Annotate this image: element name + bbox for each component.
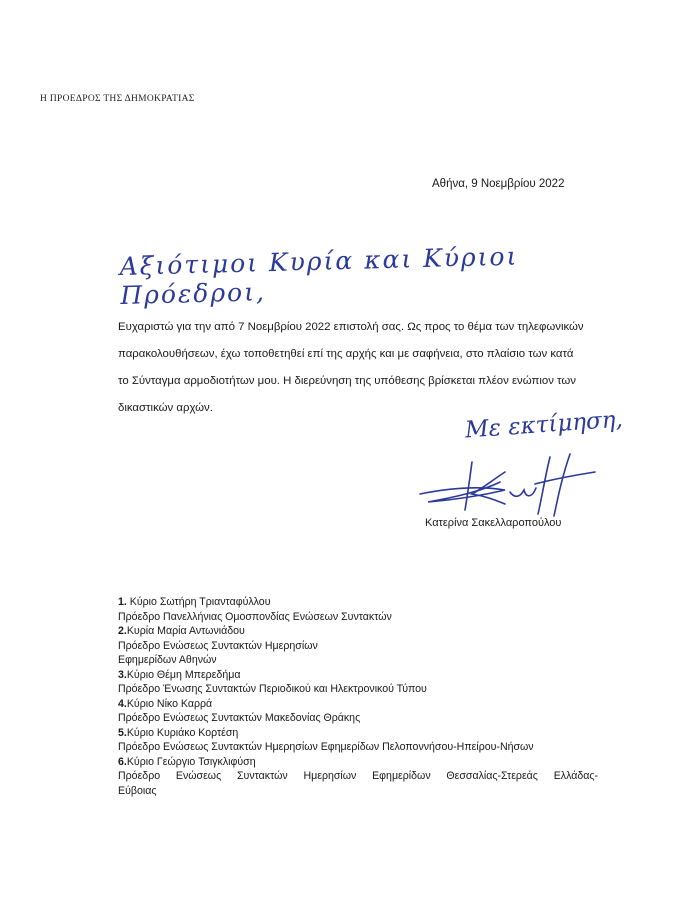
recipient-title: Πρόεδρο Ένωσης Συντακτών Περιοδικού και Ηλεκτρονικού Τύπου — [118, 683, 427, 695]
signature-image — [410, 452, 610, 522]
body-line: το Σύνταγμα αρμοδιοτήτων μου. Η διερεύνηση της υπόθεσης βρίσκεται πλέον ενώπιον των — [118, 375, 576, 387]
handwritten-salutation: Αξιότιμοι Κυρία και Κύριοι Πρόεδροι, — [119, 241, 519, 310]
recipient-name: 5.Κύριο Κυριάκο Κορτέση — [118, 726, 239, 739]
recipient-title: Πρόεδρο Ενώσεως Συντακτών Μακεδονίας Θράκης — [118, 712, 361, 724]
recipient-name: 4.Κύριο Νίκο Καρρά — [118, 697, 213, 710]
letter-date: Αθήνα, 9 Νοεμβρίου 2022 — [432, 178, 565, 190]
letterhead: Η ΠΡΟΕΔΡΟΣ ΤΗΣ ΔΗΜΟΚΡΑΤΙΑΣ — [40, 94, 195, 104]
recipient-name: 6.Κύριο Γεώργιο Τσιγκλιφύση — [118, 755, 256, 768]
recipient-name: 2.Κυρία Μαρία Αντωνιάδου — [118, 625, 245, 637]
recipient-title: Πρόεδρο Ενώσεως Συντακτών Ημερησίων Εφημερίδων Θεσσαλίας-Στερεάς Ελλάδας- — [118, 770, 598, 782]
body-line: δικαστικών αρχών. — [118, 402, 213, 414]
body-line: παρακολουθήσεων, έχω τοποθετηθεί επί της αρχής και με σαφήνεια, στο πλαίσιο των κατά — [118, 348, 574, 360]
recipient-title: Πρόεδρο Ενώσεως Συντακτών Ημερησίων — [118, 639, 318, 652]
recipients-list — [118, 595, 598, 798]
recipient-title: Εφημερίδων Αθηνών — [118, 654, 217, 666]
body-line: Ευχαριστώ για την από 7 Νοεμβρίου 2022 επιστολή σας. Ως προς το θέμα των τηλεφωνικών — [118, 321, 584, 333]
recipient-name: 1. Κύριο Σωτήρη Τριανταφύλλου — [118, 596, 271, 608]
recipient-title: Πρόεδρο Πανελλήνιας Ομοσπονδίας Ενώσεων Συντακτών — [118, 610, 392, 623]
recipient-name: 3.Κύριο Θέμη Μπερεδήμα — [118, 668, 241, 681]
signer-name: Κατερίνα Σακελλαροπούλου — [425, 517, 562, 529]
letter-body — [118, 314, 600, 422]
recipient-title: Πρόεδρο Ενώσεως Συντακτών Ημερησίων Εφημερίδων Πελοποννήσου-Ηπείρου-Νήσων — [118, 741, 534, 753]
recipient-title: Εύβοιας — [118, 784, 157, 797]
handwritten-closing: Με εκτίμηση, — [464, 406, 624, 444]
